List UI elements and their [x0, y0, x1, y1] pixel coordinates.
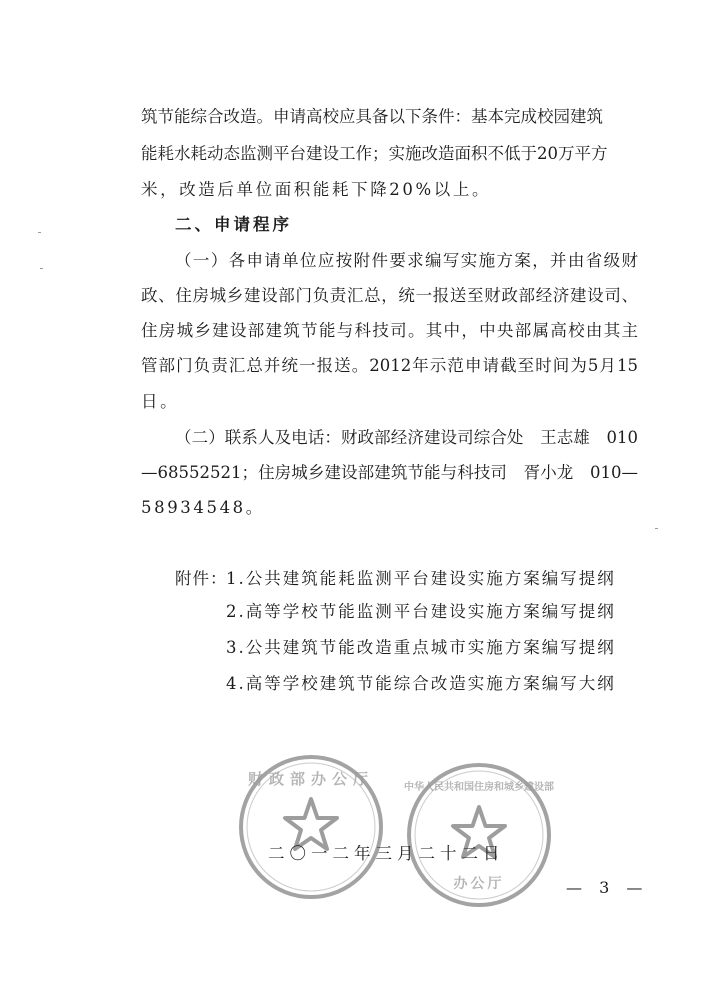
- paragraph-line: 政、住房城乡建设部门负责汇总，统一报送至财政部经济建设司、: [141, 286, 638, 305]
- official-seal-left: [236, 752, 386, 902]
- paragraph-line: 日。: [141, 392, 180, 411]
- paragraph-line: 58934548。: [141, 498, 265, 517]
- attachment-item: 1.公共建筑能耗监测平台建设实施方案编写提纲: [226, 569, 616, 588]
- section-heading: 二、申请程序: [175, 215, 292, 234]
- scan-speck: [38, 232, 41, 233]
- attachments-label: 附件：: [175, 569, 228, 588]
- svg-text:财政部办公厅: 财政部办公厅: [247, 770, 375, 788]
- paragraph-line: 米，改造后单位面积能耗下降20%以上。: [141, 180, 492, 199]
- svg-text:办公厅: 办公厅: [453, 876, 505, 892]
- signature-date: 二〇一二年三月二十二日: [268, 844, 505, 863]
- page-number: — 3 —: [566, 878, 649, 897]
- paragraph-line: （二）联系人及电话：财政部经济建设司综合处 王志雄 010: [175, 428, 638, 447]
- attachment-item: 4.高等学校建筑节能综合改造实施方案编写大纲: [226, 674, 616, 693]
- scan-speck: [40, 268, 43, 269]
- paragraph-line: 筑节能综合改造。申请高校应具备以下条件：基本完成校园建筑: [141, 107, 603, 126]
- svg-text:中华人民共和国住房和城乡建设部: 中华人民共和国住房和城乡建设部: [404, 782, 554, 793]
- attachment-item: 2.高等学校节能监测平台建设实施方案编写提纲: [226, 602, 616, 621]
- paragraph-line: 管部门负责汇总并统一报送。2012年示范申请截至时间为5月15: [141, 356, 638, 375]
- paragraph-line: （一）各申请单位应按附件要求编写实施方案，并由省级财: [175, 251, 638, 270]
- paragraph-line: 住房城乡建设部建筑节能与科技司。其中，中央部属高校由其主: [141, 321, 638, 340]
- paragraph-line: 能耗水耗动态监测平台建设工作；实施改造面积不低于20万平方: [141, 144, 608, 163]
- paragraph-line: —68552521；住房城乡建设部建筑节能与科技司 胥小龙 010—: [141, 463, 638, 482]
- scan-speck: [655, 528, 658, 529]
- attachment-item: 3.公共建筑节能改造重点城市实施方案编写提纲: [226, 638, 616, 657]
- official-seal-right: [404, 760, 554, 910]
